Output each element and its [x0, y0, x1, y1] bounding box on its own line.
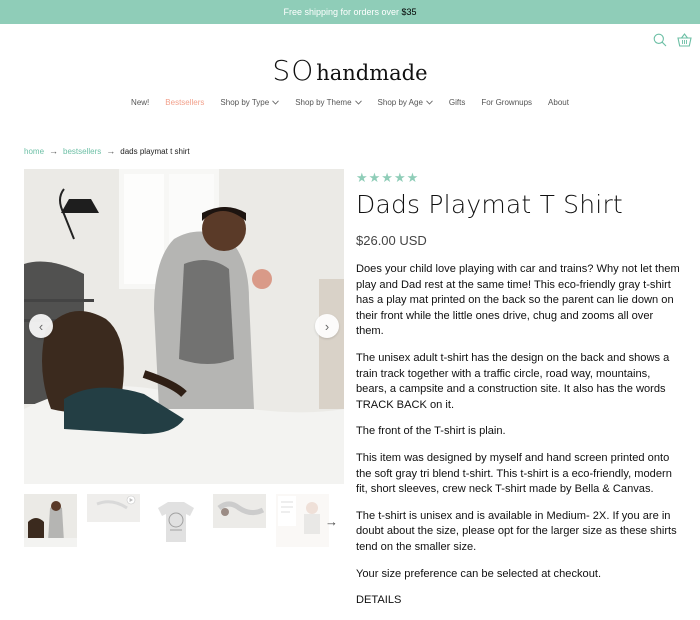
- chevron-down-icon: [355, 100, 362, 105]
- gallery-next-button[interactable]: [315, 314, 339, 338]
- description-paragraph: Your size preference can be selected at checkout.: [356, 567, 602, 580]
- description-paragraph: This item was designed by myself and hand screen printed onto the soft gray tri blend t-shirt. This t-shirt is a eco-friendly, modern fit, short sleeves, crew neck T-shirt made by Bella & Canvas.: [356, 451, 672, 496]
- thumbnail-1[interactable]: [24, 494, 77, 547]
- rating-stars[interactable]: ★★★★★: [356, 170, 420, 185]
- product-price: $26.00 USD: [356, 233, 427, 248]
- arrow-right-icon: →: [106, 146, 116, 156]
- nav-item-for-grownups[interactable]: For Grownups: [481, 98, 533, 107]
- nav-item-gifts[interactable]: Gifts: [448, 98, 466, 107]
- nav-item-shop-by-age[interactable]: Shop by Age: [378, 98, 433, 107]
- logo-so: SO: [272, 54, 315, 87]
- nav-item-about[interactable]: About: [548, 98, 569, 107]
- chevron-down-icon: [426, 100, 433, 105]
- header-icons: [653, 33, 692, 47]
- nav-item-bestsellers[interactable]: Bestsellers: [165, 98, 205, 107]
- details-heading: DETAILS: [356, 594, 402, 607]
- arrow-right-icon: →: [49, 146, 59, 156]
- breadcrumb-current: dads playmat t shirt: [120, 146, 190, 156]
- product-info: [356, 170, 682, 620]
- thumbnail-3[interactable]: [150, 494, 203, 547]
- breadcrumb: [24, 146, 190, 156]
- chevron-right-icon: ›: [324, 318, 330, 334]
- main-nav: [0, 98, 700, 107]
- product-title: Dads Playmat T Shirt: [356, 190, 623, 219]
- breadcrumb-home[interactable]: home: [24, 146, 45, 156]
- product-main-image[interactable]: [24, 169, 344, 484]
- thumbnail-5[interactable]: [276, 494, 329, 547]
- chevron-down-icon: [272, 100, 279, 105]
- nav-item-shop-by-theme[interactable]: Shop by Theme: [295, 98, 361, 107]
- description-paragraph: The unisex adult t-shirt has the design on the back and shows a train track together with a traffic circle, road way, mountains, bears, a campsite and a construction site. It also has the words TRACK BACK on it.: [356, 351, 670, 411]
- chevron-left-icon: ‹: [38, 318, 44, 334]
- basket-icon[interactable]: [677, 33, 692, 47]
- thumbnail-4[interactable]: [213, 494, 266, 547]
- thumbnails-next-arrow-icon[interactable]: →: [325, 514, 338, 529]
- logo-handmade: handmade: [316, 61, 428, 85]
- announcement-amount: $35: [401, 7, 417, 17]
- nav-item-new[interactable]: New!: [131, 98, 150, 107]
- product-description: [356, 262, 682, 609]
- search-icon[interactable]: [653, 33, 667, 47]
- gallery-prev-button[interactable]: [29, 314, 53, 338]
- nav-item-shop-by-type[interactable]: Shop by Type: [220, 98, 279, 107]
- thumbnail-2[interactable]: [87, 494, 140, 547]
- site-logo[interactable]: [0, 54, 700, 87]
- announcement-text: Free shipping for orders over: [283, 7, 402, 17]
- thumbnail-strip: [24, 494, 344, 549]
- announcement-bar: [0, 0, 700, 24]
- description-paragraph: The front of the T-shirt is plain.: [356, 425, 506, 438]
- description-paragraph: The t-shirt is unisex and is available in Medium- 2X. If you are in doubt about the size, please opt for the larger size as these shirts tend on the smaller size.: [356, 509, 677, 553]
- description-paragraph: Does your child love playing with car and trains? Why not let them play and Dad rest at the same time! This eco-friendly gray t-shirt has a play mat printed on the back so the parent can lie down on their front while the little ones drive, chug and zooms all over them.: [356, 263, 680, 338]
- breadcrumb-bestsellers[interactable]: bestsellers: [63, 146, 102, 156]
